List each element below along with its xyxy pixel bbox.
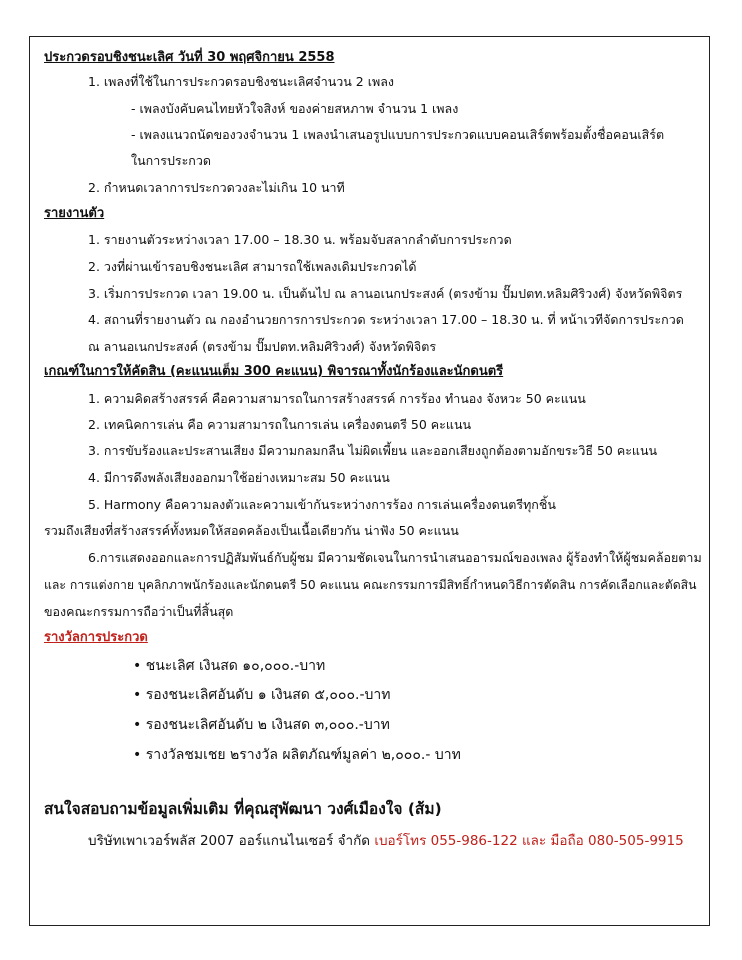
report-item-2: 2. วงที่ผ่านเข้ารอบชิงชนะเลิศ สามารถใช้เพลงเดิมประกวดได้: [88, 259, 417, 274]
criteria-title: เกณฑ์ในการให้คัดสิน (คะแนนเต็ม 300 คะแนน) พิจารณาทั้งนักร้องและนักดนตรี: [44, 364, 504, 379]
prize-honorable-mention: • รางวัลชมเชย ๒รางวัล ผลิตภัณฑ์มูลค่า ๒,๐๐๐.- บาท: [133, 747, 461, 763]
contact-phones: เบอร์โทร 055-986-122 และ มือถือ 080-505-9915: [374, 833, 684, 849]
report-item-1: 1. รายงานตัวระหว่างเวลา 17.00 – 18.30 น. พร้อมจับสลากลำดับการประกวด: [88, 232, 512, 247]
final-item-1a: - เพลงบังคับคนไทยหัวใจสิงห์ ของค่ายสหภาพ จำนวน 1 เพลง: [131, 101, 459, 116]
criteria-item-5-cont: รวมถึงเสียงที่สร้างสรรค์ทั้งหมดให้สอดคล้องเป็นเนื้อเดียวกัน น่าฟัง 50 คะแนน: [44, 523, 459, 538]
report-title: รายงานตัว: [44, 206, 105, 221]
company-name: บริษัทเพาเวอร์พลัส 2007 ออร์แกนไนเซอร์ จำกัด: [88, 833, 371, 849]
contact-line: [88, 832, 684, 850]
prize-winner: • ชนะเลิศ เงินสด ๑๐,๐๐๐.-บาท: [133, 658, 326, 674]
report-item-4: 4. สถานที่รายงานตัว ณ กองอำนวยการการประกวด ระหว่างเวลา 17.00 – 18.30 น. ที่ หน้าเวทีจัดการประกวด: [88, 312, 684, 327]
final-item-1b: - เพลงแนวถนัดของวงจำนวน 1 เพลงนำเสนอรูปแบบการประกวดแบบคอนเสิร์ตพร้อมตั้งชื่อคอนเสิร์ต: [131, 127, 665, 142]
criteria-item-6-end: ของคณะกรรมการถือว่าเป็นที่สิ้นสุด: [44, 604, 234, 619]
final-item-1b-cont: ในการประกวด: [131, 153, 212, 168]
criteria-item-4: 4. มีการดึงพลังเสียงออกมาใช้อย่างเหมาะสม 50 คะแนน: [88, 470, 390, 485]
final-item-2: 2. กำหนดเวลาการประกวดวงละไม่เกิน 10 นาที: [88, 180, 345, 195]
contact-heading: สนใจสอบถามข้อมูลเพิ่มเติม ที่คุณสุพัฒนา วงศ์เมืองใจ (ส้ม): [44, 800, 442, 818]
prize-runner-up-2: • รองชนะเลิศอันดับ ๒ เงินสด ๓,๐๐๐.-บาท: [133, 717, 390, 733]
prize-runner-up-1: • รองชนะเลิศอันดับ ๑ เงินสด ๕,๐๐๐.-บาท: [133, 687, 391, 703]
criteria-item-3: 3. การขับร้องและประสานเสียง มีความกลมกลืน ไม่ผิดเพี้ยน และออกเสียงถูกต้องตามอักขระวิธี 50 คะแนน: [88, 443, 658, 458]
final-round-title: ประกวดรอบชิงชนะเลิศ วันที่ 30 พฤศจิกายน 2558: [44, 50, 335, 65]
final-item-1: 1. เพลงที่ใช้ในการประกวดรอบชิงชนะเลิศจำนวน 2 เพลง: [88, 74, 394, 89]
prizes-title: รางวัลการประกวด: [44, 630, 148, 645]
criteria-item-2: 2. เทคนิคการเล่น คือ ความสามารถในการเล่น เครื่องดนตรี 50 คะแนน: [88, 417, 472, 432]
report-item-4-cont: ณ ลานอเนกประสงค์ (ตรงข้าม ปั๊มปตท.หลิมศิริวงศ์) จังหวัดพิจิตร: [88, 339, 437, 354]
report-item-3: 3. เริ่มการประกวด เวลา 19.00 น. เป็นต้นไป ณ ลานอเนกประสงค์ (ตรงข้าม ปั๊มปตท.หลิมศิริวงศ์) จังหวัดพิจิตร: [88, 286, 683, 301]
criteria-item-6: 6.การแสดงออกและการปฏิสัมพันธ์กับผู้ชม มีความชัดเจนในการนำเสนออารมณ์ของเพลง ผู้ร้องทำให้ผู้ชมคล้อยตาม: [88, 550, 702, 565]
criteria-item-5: 5. Harmony คือความลงตัวและความเข้ากันระหว่างการร้อง การเล่นเครื่องดนตรีทุกชิ้น: [88, 497, 556, 512]
criteria-item-6-cont: และ การแต่งกาย บุคลิกภาพนักร้องและนักดนตรี 50 คะแนน คณะกรรมการมีสิทธิ์กำหนดวิธีการตัดสิน การคัดเลือกและตัดสิน: [44, 578, 697, 592]
criteria-item-1: 1. ความคิดสร้างสรรค์ คือความสามารถในการสร้างสรรค์ การร้อง ทำนอง จังหวะ 50 คะแนน: [88, 391, 586, 406]
